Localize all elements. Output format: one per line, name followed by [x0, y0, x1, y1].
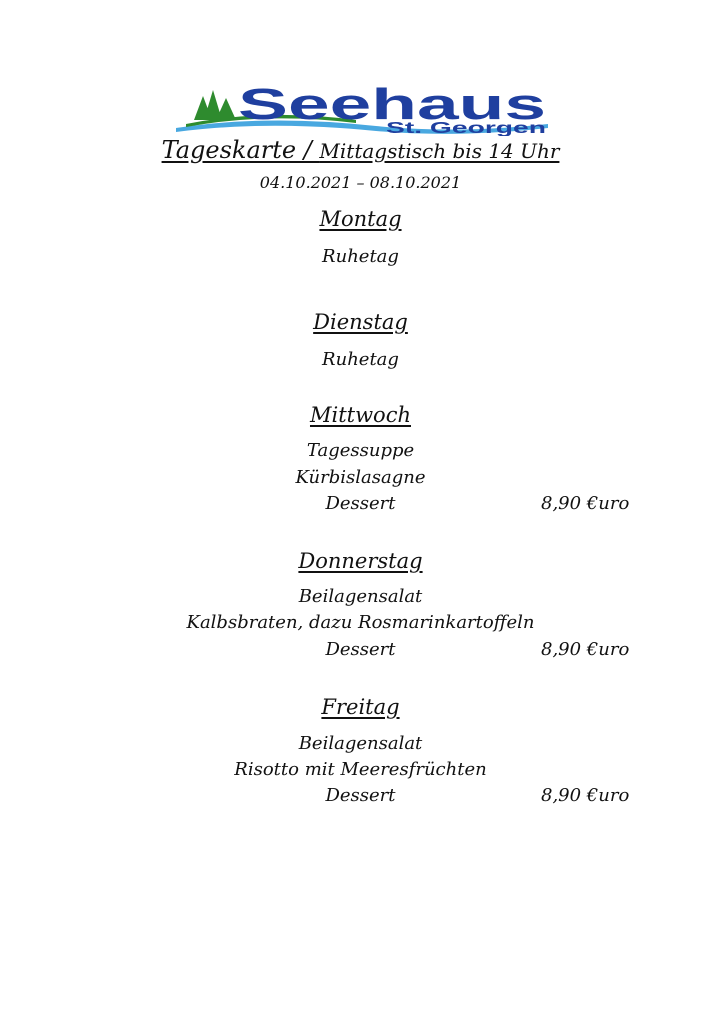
day-heading-mittwoch: Mittwoch: [309, 403, 411, 427]
title-rest: Mittagstisch bis 14 Uhr: [319, 139, 560, 163]
logo-subtitle: St. Georgen: [386, 120, 546, 136]
menu-item: Tagessuppe: [306, 440, 415, 461]
price: 8,90 €uro: [541, 639, 630, 660]
menu-item: Beilagensalat: [298, 586, 423, 607]
day-heading-montag: Montag: [319, 207, 402, 231]
day-heading-dienstag: Dienstag: [313, 310, 408, 334]
menu-item: Dessert: [325, 493, 396, 514]
menu-item: Ruhetag: [322, 246, 399, 267]
seehaus-logo: [176, 84, 548, 136]
menu-item: Dessert: [325, 639, 396, 660]
price: 8,90 €uro: [541, 785, 630, 806]
logo-name: Seehaus: [238, 84, 546, 129]
menu-item: Dessert: [325, 785, 396, 806]
price: 8,90 €uro: [541, 493, 630, 514]
date-range: 04.10.2021 – 08.10.2021: [259, 173, 462, 192]
page-title: [0, 136, 721, 164]
title-main: Tageskarte /: [161, 136, 320, 164]
menu-item: Kürbislasagne: [295, 467, 426, 488]
menu-item: Ruhetag: [322, 349, 399, 370]
menu-item: Risotto mit Meeresfrüchten: [234, 759, 487, 780]
day-heading-donnerstag: Donnerstag: [298, 549, 423, 573]
menu-item: Kalbsbraten, dazu Rosmarinkartoffeln: [186, 612, 535, 633]
day-heading-freitag: Freitag: [321, 695, 400, 719]
menu-item: Beilagensalat: [298, 733, 423, 754]
